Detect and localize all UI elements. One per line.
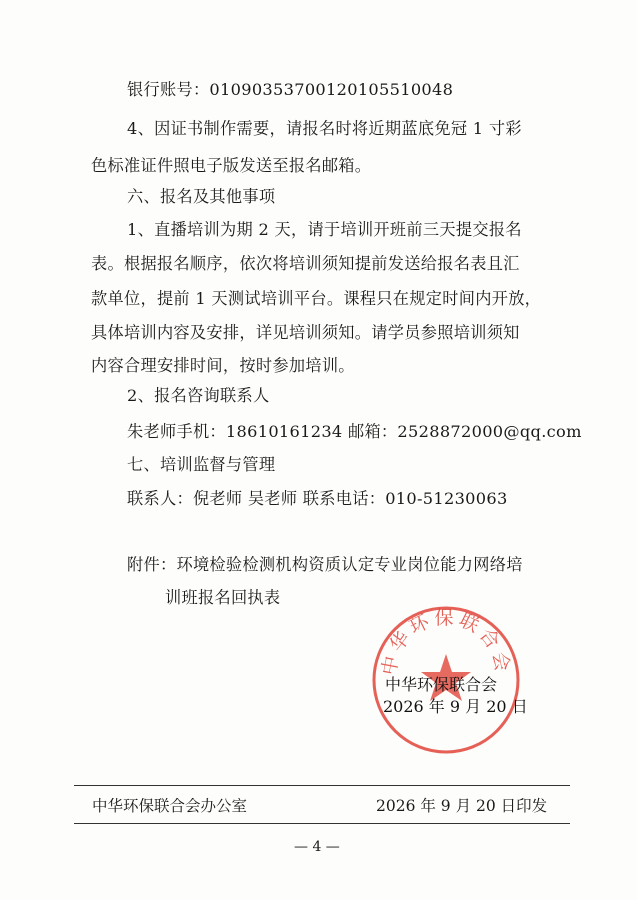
item2-heading: 2、报名咨询联系人 xyxy=(127,386,270,405)
footer-issued-date: 2026 年 9 月 20 日印发 xyxy=(376,797,548,815)
signature-date: 2026 年 9 月 20 日 xyxy=(383,697,528,716)
item1-line1: 1、直播培训为期 2 天，请于培训开班前三天提交报名 xyxy=(127,220,522,239)
attachment-line1: 附件：环境检验检测机构资质认定专业岗位能力网络培 xyxy=(127,555,523,574)
seal-arc-text: 中华环保联合会 xyxy=(378,607,514,677)
bank-account-line: 银行账号：0109035370012010551004​8 xyxy=(127,80,454,99)
item1-line5: 内容合理安排时间，按时参加培训。 xyxy=(91,356,355,375)
section7-heading: 七、培训监督与管理 xyxy=(127,455,276,474)
contact-line: 联系人：倪老师 吴老师 联系电话：010-51230063 xyxy=(127,489,508,508)
signature-org: 中华环保联合会 xyxy=(385,675,498,694)
item1-line3: 款单位，提前 1 天测试培训平台。课程只在规定时间内开放， xyxy=(91,289,542,308)
item1-line4: 具体培训内容及安排，详见培训须知。请学员参照培训须知 xyxy=(91,323,520,342)
item4-line1: 4、因证书制作需要，请报名时将近期蓝底免冠 1 寸彩 xyxy=(127,119,522,138)
item4-line2: 色标准证件照电子版发送至报名邮箱。 xyxy=(91,156,372,175)
footer-bottom-rule xyxy=(74,823,570,824)
item1-line2: 表。根据报名顺序，依次将培训须知提前发送给报名表且汇 xyxy=(91,254,520,273)
attachment-line2: 训班报名回执表 xyxy=(165,588,281,607)
contact-zhu-line: 朱老师手机：18610161234 邮箱：2528872000@qq.com xyxy=(127,422,582,441)
page-number: — 4 — xyxy=(294,839,340,855)
footer-office: 中华环保联合会办公室 xyxy=(92,797,248,815)
footer-top-rule xyxy=(74,785,570,786)
section6-heading: 六、报名及其他事项 xyxy=(127,187,276,206)
